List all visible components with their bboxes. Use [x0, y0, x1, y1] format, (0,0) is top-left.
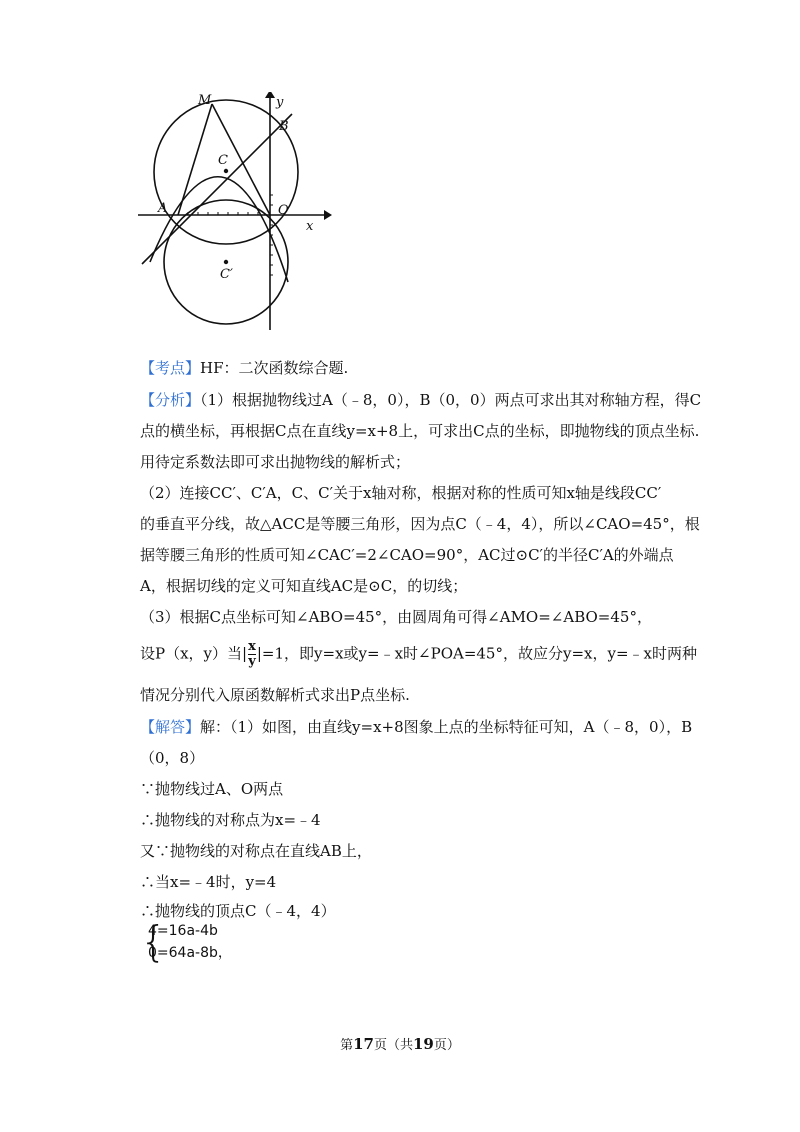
footer-pre: 第	[340, 1038, 354, 1053]
page-number: 17	[353, 1035, 374, 1053]
label-y: y	[276, 95, 284, 110]
equation-1: 4=16a-4b	[148, 923, 218, 939]
point-c-prime	[224, 260, 228, 264]
label-b: B	[279, 119, 289, 134]
jieda-line-7: ∴抛物线的顶点C（﹣4，4）	[140, 902, 336, 920]
y-axis-arrow	[265, 92, 275, 98]
fenxi-line-2: 点的横坐标，再根据C点在直线y=x+8上，可求出C点的坐标，即抛物线的顶点坐标.	[140, 422, 700, 440]
fraction-x-over-y	[248, 640, 256, 669]
fenxi-line-3: 用待定系数法即可求出抛物线的解析式；	[140, 453, 411, 471]
x-axis-arrow	[324, 210, 332, 220]
equation-2: 0=64a-8b	[148, 945, 218, 961]
jieda-line-2: （0，8）	[140, 749, 205, 767]
label-a: A	[158, 201, 168, 216]
fenxi-text-9b: |=1，即y=x或y=﹣x时∠POA=45°，故应分y=x，y=﹣x时两种	[256, 644, 697, 663]
fraction-numerator: x	[248, 639, 256, 654]
jieda-line-6: ∴当x=﹣4时，y=4	[140, 873, 277, 891]
label-x: x	[306, 219, 314, 234]
fenxi-text-9a: 设P（x，y）当|	[140, 644, 248, 663]
fenxi-line-5: 的垂直平分线，故△ACC是等腰三角形，因为点C（﹣4，4），所以∠CAO=45°，根	[140, 515, 700, 533]
jieda-line-1	[140, 716, 692, 738]
fenxi-line-7: A，根据切线的定义可知直线AC是⊙C，的切线；	[140, 577, 468, 595]
label-m: M	[198, 93, 212, 108]
jieda-line-3: ∵抛物线过A、O两点	[140, 780, 284, 798]
left-brace: {	[140, 917, 167, 966]
fenxi-line-8: （3）根据C点坐标可知∠ABO=45°，由圆周角可得∠AMO=∠ABO=45°，	[140, 608, 652, 626]
equation-lines	[148, 920, 232, 964]
fraction-denominator: y	[248, 654, 256, 669]
point-c	[224, 169, 228, 173]
footer-post: 页）	[433, 1038, 460, 1053]
fenxi-line-6: 据等腰三角形的性质可知∠CAC′=2∠CAO=90°，AC过⊙C′的半径C′A的外端点	[140, 546, 674, 564]
equation-end: ，	[217, 945, 232, 961]
fenxi-line-4: （2）连接CC′、C′A，C、C′关于x轴对称，根据对称的性质可知x轴是线段CC′	[140, 484, 662, 502]
kaodian-tag: 【考点】	[140, 359, 201, 377]
jieda-line-5: 又∵抛物线的对称点在直线AB上，	[140, 842, 372, 860]
equation-2-line	[148, 942, 232, 964]
fenxi-tag: 【分析】	[140, 391, 201, 409]
label-o: O	[278, 203, 289, 218]
jieda-text-1: 解：（1）如图，由直线y=x+8图象上点的坐标特征可知，A（﹣8，0），B	[200, 718, 693, 736]
parabola	[150, 177, 288, 282]
fenxi-text-1: （1）根据抛物线过A（﹣8，0），B（0，0）两点可求出其对称轴方程，得C	[200, 391, 702, 409]
fenxi-line-9	[140, 640, 697, 669]
label-c: C	[218, 153, 228, 168]
label-c-prime: C′	[220, 267, 233, 282]
footer-mid: 页（共	[373, 1038, 413, 1053]
fenxi-line-1	[140, 389, 701, 411]
kaodian-text: HF：二次函数综合题.	[200, 359, 349, 377]
jieda-line-4: ∴抛物线的对称点为x=﹣4	[140, 811, 321, 829]
total-pages: 19	[413, 1035, 434, 1053]
jieda-tag: 【解答】	[140, 718, 201, 736]
fenxi-line-10: 情况分别代入原函数解析式求出P点坐标.	[140, 686, 410, 704]
page-footer	[0, 1034, 800, 1053]
geometry-figure	[136, 92, 336, 332]
kaodian-line	[140, 357, 348, 379]
